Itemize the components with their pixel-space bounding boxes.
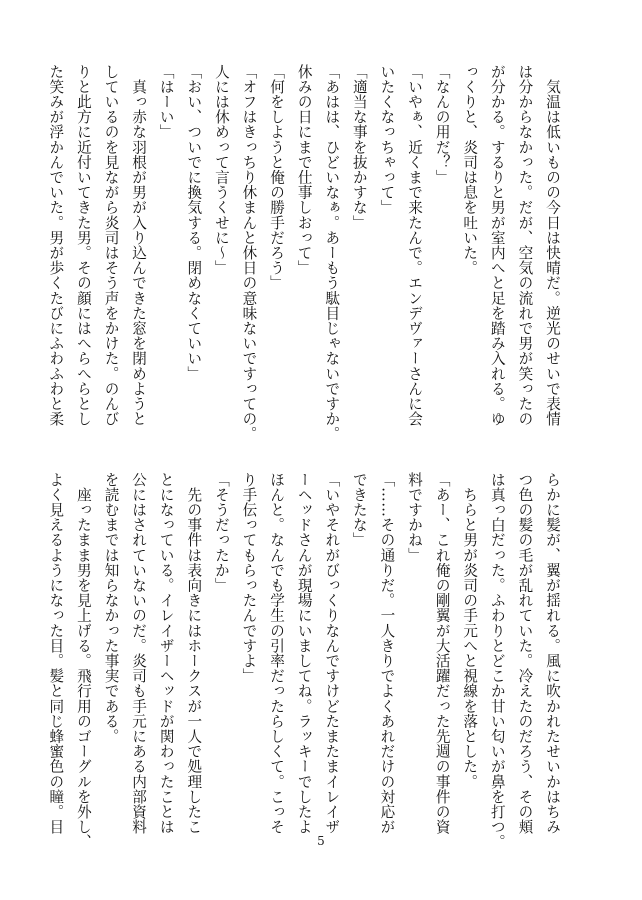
text-line: 「はーい」 <box>157 64 175 140</box>
text-line: が分かる。するりと男が室内へと足を踏み入れる。ゆ <box>488 64 506 427</box>
text-line: 料ですかね」 <box>406 472 424 563</box>
text-line: 気温は低いものの今日は快晴だ。逆光のせいで表情 <box>544 64 561 427</box>
text-line: ーヘッドさんが現場にいましてね。ラッキーでしたよ <box>295 472 313 835</box>
text-line: 真っ赤な羽根が男が入り込んできた窓を閉めようと <box>130 64 148 427</box>
text-block-bottom <box>42 472 566 857</box>
text-line: よく見えるようになった目。髪と同じ蜂蜜色の瞳。目 <box>47 472 65 835</box>
text-line: できたな」 <box>350 472 368 548</box>
text-line: 「いやぁ、近くまで来たんで。エンデヴァーさんに会 <box>406 64 424 427</box>
text-line: は真っ白だった。ふわりとどこか甘い匂いが鼻を打つ。 <box>488 472 506 850</box>
text-line: らかに髪が、翼が揺れる。風に吹かれたせいかはちみ <box>544 472 561 835</box>
text-line: 座ったまま男を見上げる。飛行用のゴーグルを外し、 <box>74 472 92 850</box>
text-line: 「なんの用だ？」 <box>433 64 451 185</box>
text-line: りと此方に近付いてきた男。その顔にはへらへらとし <box>74 64 92 427</box>
text-line: 公にはされていないのだ。炎司も手元にある内部資料 <box>130 472 148 835</box>
text-line: いたくなっちゃって」 <box>378 64 396 215</box>
text-line: は分からなかった。だが、空気の流れで男が笑ったの <box>516 64 534 427</box>
text-line: 「オフはきっちり休まんと休日の意味ないですっての。 <box>240 64 258 442</box>
text-line: 「いやそれがびっくりなんですけどたまたまイレイザ <box>323 472 341 835</box>
text-line: 「あー、これ俺の剛翼が大活躍だった先週の事件の資 <box>433 472 451 835</box>
text-line: 休みの日にまで仕事しおって」 <box>295 64 313 276</box>
text-line: しているのを見ながら炎司はそう声をかけた。のんび <box>102 64 120 427</box>
text-line: ほんと。なんでも学生の引率だったらしくて。こっそ <box>268 472 286 835</box>
text-line: つ色の髪の毛が乱れていた。冷えたのだろう、その頬 <box>516 472 534 835</box>
text-line: 先の事件は表向きにはホークスが一人で処理したこ <box>185 472 203 835</box>
text-line: 「……その通りだ。一人きりでよくあれだけの対応が <box>378 472 396 835</box>
text-line: っくりと、炎司は息を吐いた。 <box>461 64 479 276</box>
text-block-top <box>42 64 566 449</box>
text-line: 「適当な事を抜かすな」 <box>350 64 368 231</box>
text-line: を読むまでは知らなかった事実である。 <box>102 472 120 744</box>
text-line: とになっている。イレイザーヘッドが関わったことは <box>157 472 175 835</box>
text-line: 「あはは、ひどいなぁ。あーもう駄目じゃないですか。 <box>323 64 341 442</box>
text-line: 人には休めって言うくせに～」 <box>212 64 230 276</box>
page-number: 5 <box>317 834 325 848</box>
text-line: た笑みが浮かんでいた。男が歩くたびにふわふわと柔 <box>47 64 65 427</box>
text-line: 「そうだったか」 <box>212 472 230 593</box>
text-line: 「何をしようと俺の勝手だろう」 <box>268 64 286 291</box>
text-line: ちらと男が炎司の手元へと視線を落とした。 <box>461 472 479 790</box>
text-line: り手伝ってもらったんですよ」 <box>240 472 258 684</box>
text-line: 「おい、ついでに換気する。閉めなくていい」 <box>185 64 203 382</box>
